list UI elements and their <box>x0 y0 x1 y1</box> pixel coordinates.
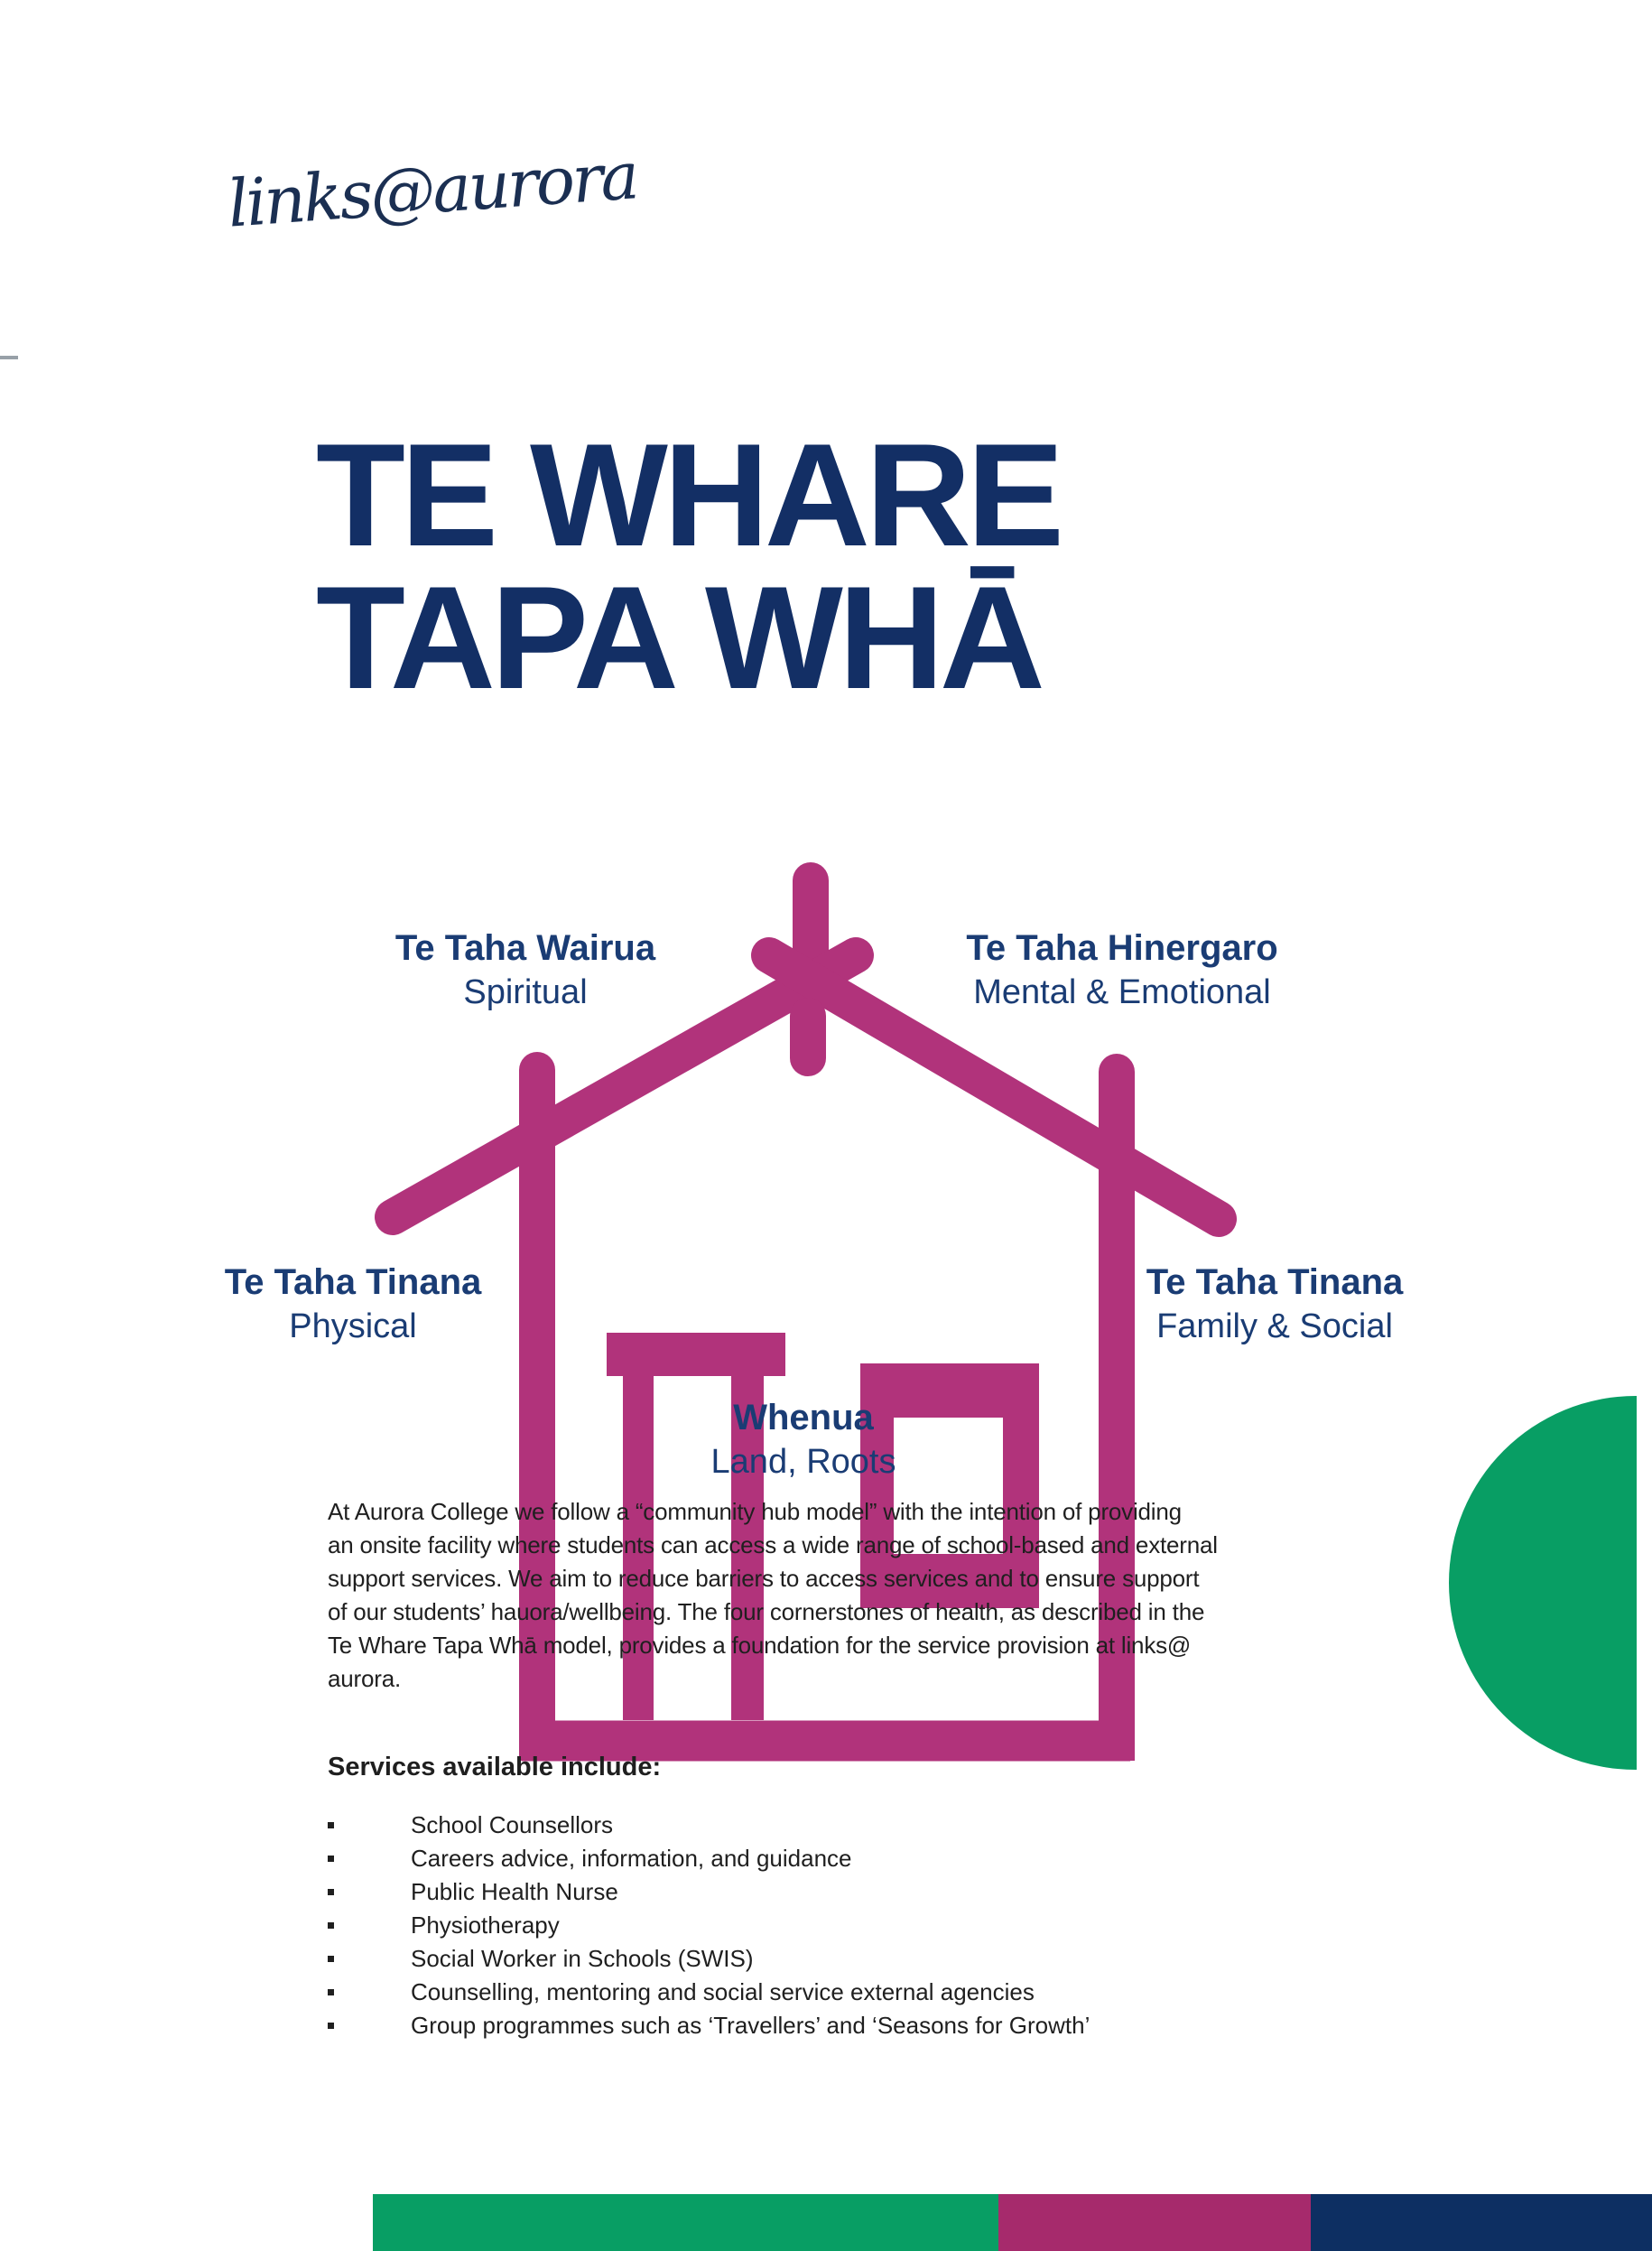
left-edge-crop-mark <box>0 356 18 359</box>
paragraph-line: of our students’ hauora/wellbeing. The four cornerstones of health, as described in the <box>328 1598 1205 1625</box>
label-english: Spiritual <box>463 973 588 1011</box>
label-maori: Te Taha Hinergaro <box>966 928 1278 968</box>
page-title-line2: TAPA WHĀ <box>316 556 1041 720</box>
square-bullet-icon <box>328 1856 334 1862</box>
square-bullet-icon <box>328 1822 334 1828</box>
list-item <box>328 1909 1090 1942</box>
list-item <box>328 1942 1090 1976</box>
label-te-taha-wairua <box>395 925 655 1013</box>
links-at-aurora-logo: links@aurora <box>225 137 639 242</box>
page-title-line1: TE WHARE <box>316 414 1060 577</box>
label-te-taha-tinana-physical <box>225 1259 482 1347</box>
list-item <box>328 1976 1090 2009</box>
footer-bar-navy-segment <box>1311 2194 1652 2251</box>
list-item <box>328 1809 1090 1842</box>
label-english: Family & Social <box>1156 1307 1393 1345</box>
service-label: Public Health Nurse <box>411 1878 618 1905</box>
services-list <box>328 1809 1090 2042</box>
label-english: Physical <box>289 1307 417 1345</box>
paragraph-line: Te Whare Tapa Whā model, provides a foundation for the service provision at links@ <box>328 1632 1192 1659</box>
label-te-taha-tinana-family <box>1146 1259 1404 1347</box>
page-title <box>316 414 1060 720</box>
service-label: Social Worker in Schools (SWIS) <box>411 1945 754 1972</box>
label-maori: Te Taha Tinana <box>1146 1262 1404 1302</box>
square-bullet-icon <box>328 1922 334 1929</box>
label-maori: Te Taha Wairua <box>394 928 656 968</box>
service-label: Careers advice, information, and guidance <box>411 1845 852 1872</box>
intro-paragraph <box>328 1495 1218 1696</box>
label-te-taha-hinergaro <box>966 925 1277 1013</box>
paragraph-line: support services. We aim to reduce barriers to access services and to ensure support <box>328 1565 1200 1592</box>
label-maori: Whenua <box>733 1398 874 1437</box>
footer-bar-green-segment <box>373 2194 998 2251</box>
list-item <box>328 2009 1090 2042</box>
label-whenua <box>711 1394 896 1483</box>
square-bullet-icon <box>328 1989 334 1995</box>
service-label: Group programmes such as ‘Travellers’ and ‘Seasons for Growth’ <box>411 2012 1091 2039</box>
label-maori: Te Taha Tinana <box>224 1262 482 1302</box>
list-item <box>328 1842 1090 1875</box>
whare-door-lintel <box>607 1333 785 1376</box>
service-label: School Counsellors <box>411 1811 614 1838</box>
paragraph-line: aurora. <box>328 1665 401 1692</box>
paragraph-line: At Aurora College we follow a “community hub model” with the intention of providing <box>328 1498 1182 1525</box>
square-bullet-icon <box>328 1889 334 1895</box>
label-english: Mental & Emotional <box>973 973 1271 1011</box>
list-item <box>328 1875 1090 1909</box>
service-label: Physiotherapy <box>411 1911 560 1939</box>
paragraph-line: an onsite facility where students can access a wide range of school-based and external <box>328 1531 1218 1558</box>
square-bullet-icon <box>328 1956 334 1962</box>
footer-bar-magenta-segment <box>998 2194 1311 2251</box>
label-english: Land, Roots <box>710 1443 896 1481</box>
green-semicircle-decoration <box>1449 1396 1637 1770</box>
services-heading: Services available include: <box>328 1753 662 1781</box>
service-label: Counselling, mentoring and social service external agencies <box>411 1978 1035 2005</box>
square-bullet-icon <box>328 2023 334 2029</box>
